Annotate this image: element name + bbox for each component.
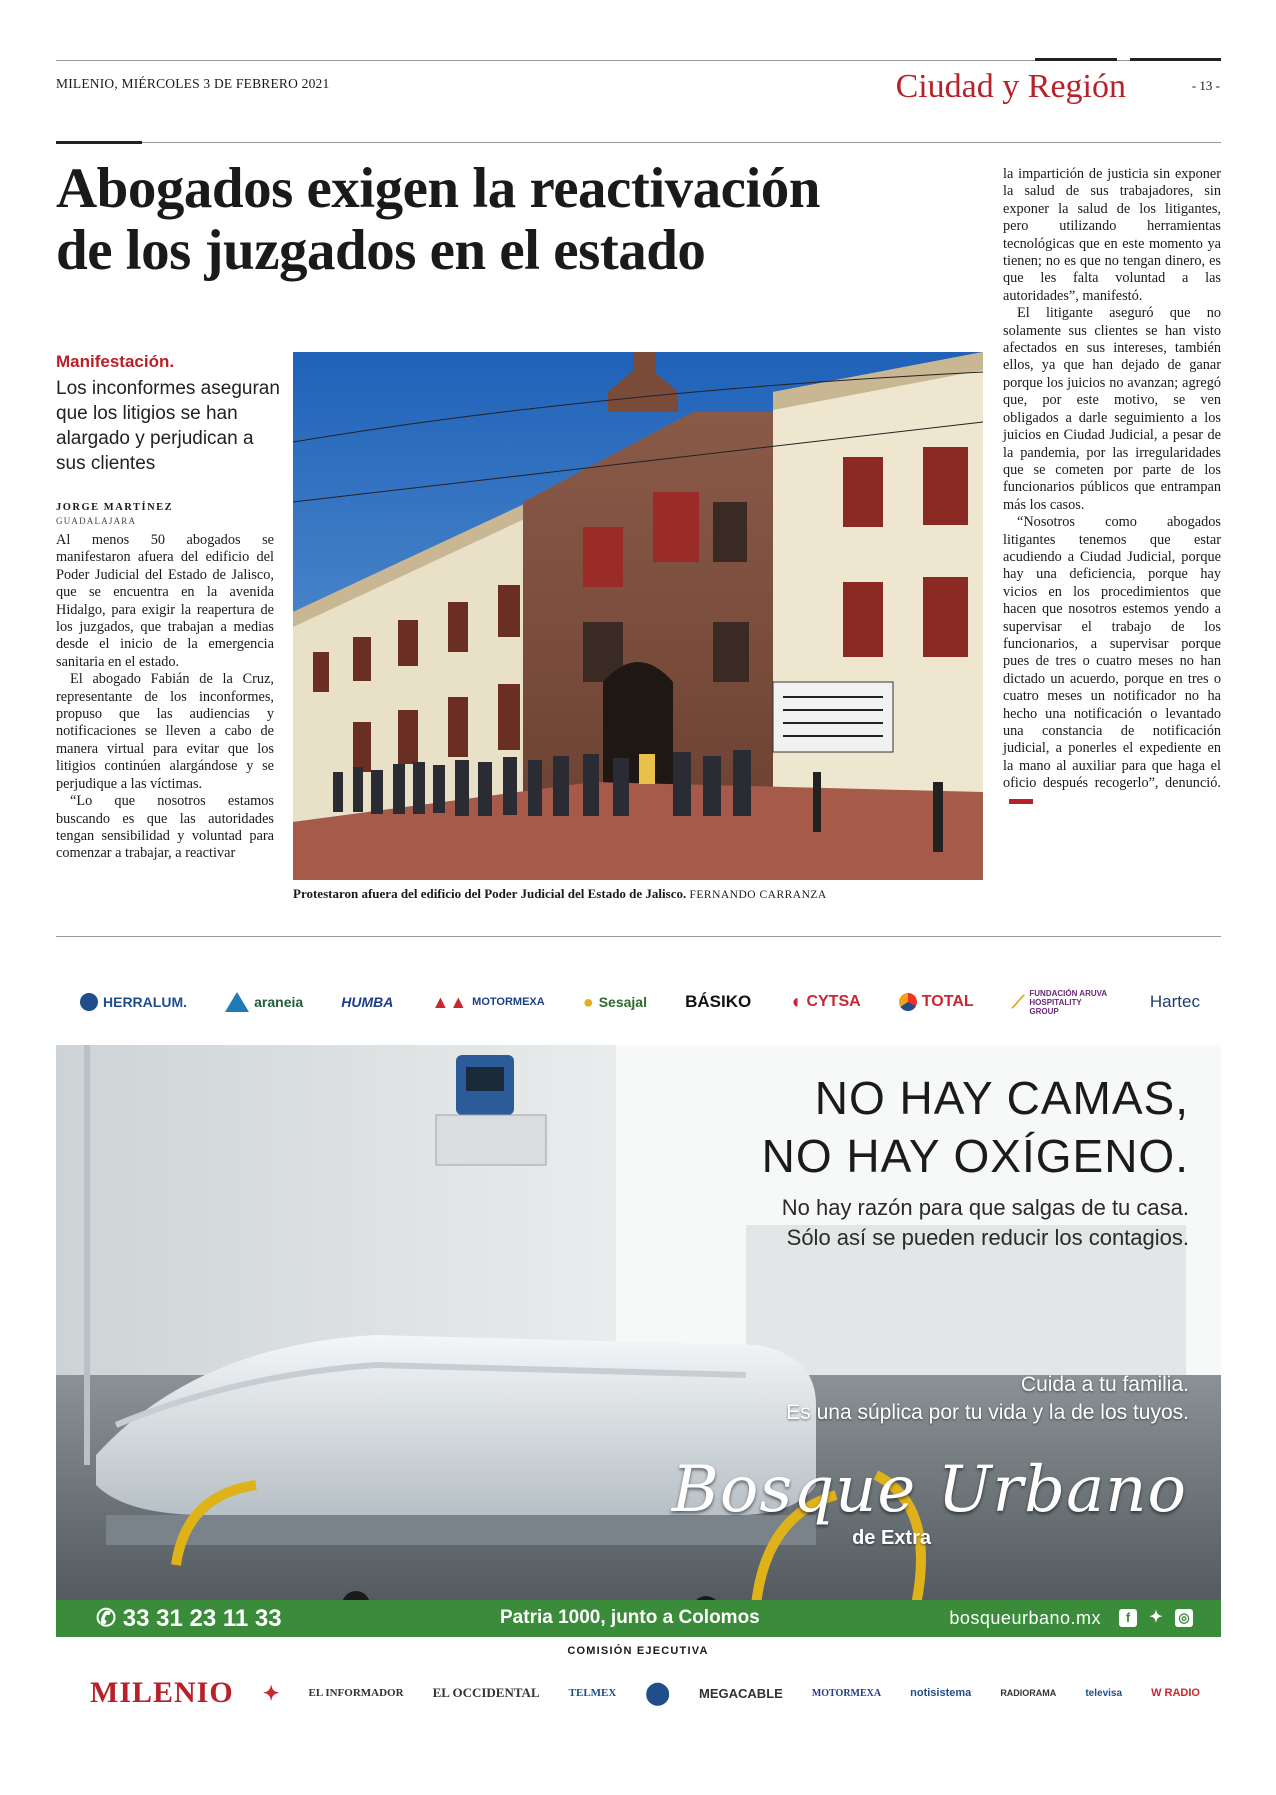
kicker: Manifestación. (56, 352, 175, 371)
footer-logo: MOTORMEXA (811, 1687, 882, 1699)
photo-credit: FERNANDO CARRANZA (689, 889, 827, 901)
end-mark-icon (1009, 799, 1033, 804)
ad-message-line-1: Cuida a tu familia. (1020, 1373, 1189, 1396)
ad-headline (489, 1069, 1189, 1185)
phone-icon: ✆ (96, 1605, 123, 1632)
ad-address: Patria 1000, junto a Colomos (500, 1607, 760, 1628)
ad-phone: ✆ 33 31 23 11 33 (96, 1605, 282, 1632)
headline (56, 158, 986, 282)
paragraph: El abogado Fabián de la Cruz, representante de los inconformes, propuso que las audiencias y notificaciones se lleven a cabo de manera virtual para evitar que los litigios continúen alargándose y se perjudique a las víctimas. (56, 671, 274, 792)
milenio-logo: MILENIO (90, 1676, 234, 1709)
sponsor-logo: araneia (225, 992, 303, 1012)
paragraph: “Lo que nosotros estamos buscando es que las autoridades tengan sensibilidad y voluntad para comenzar a trabajar, a reactivar (56, 793, 274, 862)
ad-message (489, 1371, 1189, 1427)
sponsor-logo: ⟋ FUNDACIÓN ARUVA HOSPITALITY GROUP (1011, 988, 1107, 1016)
section-name: Ciudad y Región (895, 68, 1126, 105)
commission-label: COMISIÓN EJECUTIVA (567, 1645, 709, 1657)
gear-icon (80, 993, 98, 1011)
caption-text: Protestaron afuera del edificio del Poder Judicial del Estado de Jalisco. (293, 886, 687, 901)
twitter-icon: ✦ (1149, 1609, 1163, 1626)
building-photo (293, 352, 983, 880)
mountain-icon: ▲▲ (431, 991, 468, 1012)
instagram-icon: ◎ (1175, 1609, 1193, 1627)
ad-sub-line-2: Sólo así se pueden reducir los contagios. (786, 1225, 1189, 1250)
ad-subheadline (489, 1193, 1189, 1253)
sponsor-logo: TOTAL (899, 993, 974, 1011)
footer-logo: TELMEX (568, 1687, 617, 1699)
sponsor-logo: HUMBA (341, 994, 394, 1010)
leaf-icon: ● (582, 991, 594, 1012)
total-icon (899, 993, 917, 1011)
ad-website: bosqueurbano.mx (949, 1608, 1101, 1628)
paragraph: Al menos 50 abogados se manifestaron afuera del edificio del Poder Judicial del Estado de Jalisco, que se encuentra en la avenida Hidalgo, para exigir la reapertura de los juzgados, que trabajan a medias desde el inicio de la emergencia sanitaria en el estado. (56, 532, 274, 670)
headline-line-2: de los juzgados en el estado (56, 219, 706, 282)
facebook-icon: f (1119, 1609, 1137, 1627)
article-photo (293, 352, 983, 880)
article-column-1 (56, 532, 274, 863)
dateline: GUADALAJARA (56, 516, 137, 526)
sponsor-logo: ◖ CYTSA (789, 990, 861, 1013)
footer-logo: EL INFORMADOR (308, 1687, 404, 1699)
ad-headline-line-2: NO HAY OXÍGENO. (761, 1130, 1189, 1182)
paragraph: la impartición de justicia sin exponer la salud de sus trabajadores, sin exponer la salud de los litigantes, pero utilizando herramientas tecnológicas que en este momento ya tienen; no es que no tengan dinero, es que les falta voluntad a las autoridades”, manifestó. (1003, 166, 1221, 304)
sponsor-logo: Hartec (1149, 992, 1200, 1011)
ad-brand-subtitle: de Extra (852, 1527, 931, 1549)
paragraph: El litigante aseguró que no solamente sus clientes se han visto afectados en sus intereses, también ellos, ya que han dejado de ganar porque los juicios no avanzan; agregó que, por este motivo, se ven obligados a darle seguimiento a los juicios en Ciudad Judicial, a pesar de la pandemia, por las irregularidades que se cometen por parte de los funcionarios públicos que entrampan más los casos. (1003, 305, 1221, 513)
swoosh-icon: ⟋ (1011, 991, 1025, 1012)
paragraph (1003, 514, 1221, 810)
globe-icon: ⬤ (645, 1680, 670, 1705)
ad-message-line-2: Es una súplica por tu vida y la de los tuyos. (786, 1401, 1189, 1424)
ad-headline-line-1: NO HAY CAMAS, (814, 1072, 1189, 1124)
paragraph-text: “Nosotros como abogados litigantes tenemos que estar acudiendo a Ciudad Judicial, porque hay una deficiencia, porque hay vicios en los procedimientos que hacen que nosotros estemos yendo a supervisar el trabajo de los funcionarios, a supervisar porque pues de tres o cuatro meses no han dictado un acuerdo, porque en tres o cuatro meses un notificador no ha hecho una notificación o levantado una constancia de notificación judicial, a ponerles el expediente en la mano al auxiliar para que haga el oficio después recogerlo”, denunció. (1003, 514, 1221, 792)
sponsor-logo: ● Sesajal (582, 991, 647, 1012)
footer-logo: RADIORAMA (1000, 1688, 1057, 1698)
triangle-icon (225, 992, 249, 1012)
footer-logo-icon: ✦ (262, 1682, 280, 1705)
masthead-date: MILENIO, MIÉRCOLES 3 DE FEBRERO 2021 (56, 76, 330, 91)
dek: Los inconformes aseguran que los litigios se han alargado y perjudican a sus clientes (56, 378, 280, 474)
c-icon: ◖ (789, 990, 802, 1013)
advertisement (56, 1045, 1221, 1637)
footer-logo: W RADIO (1151, 1687, 1200, 1699)
footer-logo: notisistema (910, 1687, 972, 1699)
ad-sub-line-1: No hay razón para que salgas de tu casa. (781, 1195, 1189, 1220)
footer-logo: MEGACABLE (699, 1685, 783, 1701)
sponsor-logo: HERRALUM. (80, 993, 187, 1011)
headline-line-1: Abogados exigen la reactivación (56, 157, 820, 220)
footer-logos (90, 1668, 1200, 1718)
sponsor-logos (80, 980, 1200, 1024)
byline: JORGE MARTÍNEZ (56, 502, 174, 513)
footer-logo: televisa (1085, 1687, 1123, 1699)
article-column-3 (1003, 166, 1221, 810)
sponsor-logo: BÁSIKO (685, 992, 752, 1011)
page-number: - 13 - (1191, 78, 1220, 93)
ad-contact-bar (56, 1600, 1221, 1637)
sponsor-logo: ▲▲ MOTORMEXA (431, 991, 545, 1012)
ad-brand-name: Bosque Urbano (671, 1453, 1187, 1527)
footer-logo: EL OCCIDENTAL (432, 1685, 540, 1700)
photo-caption (293, 886, 983, 902)
